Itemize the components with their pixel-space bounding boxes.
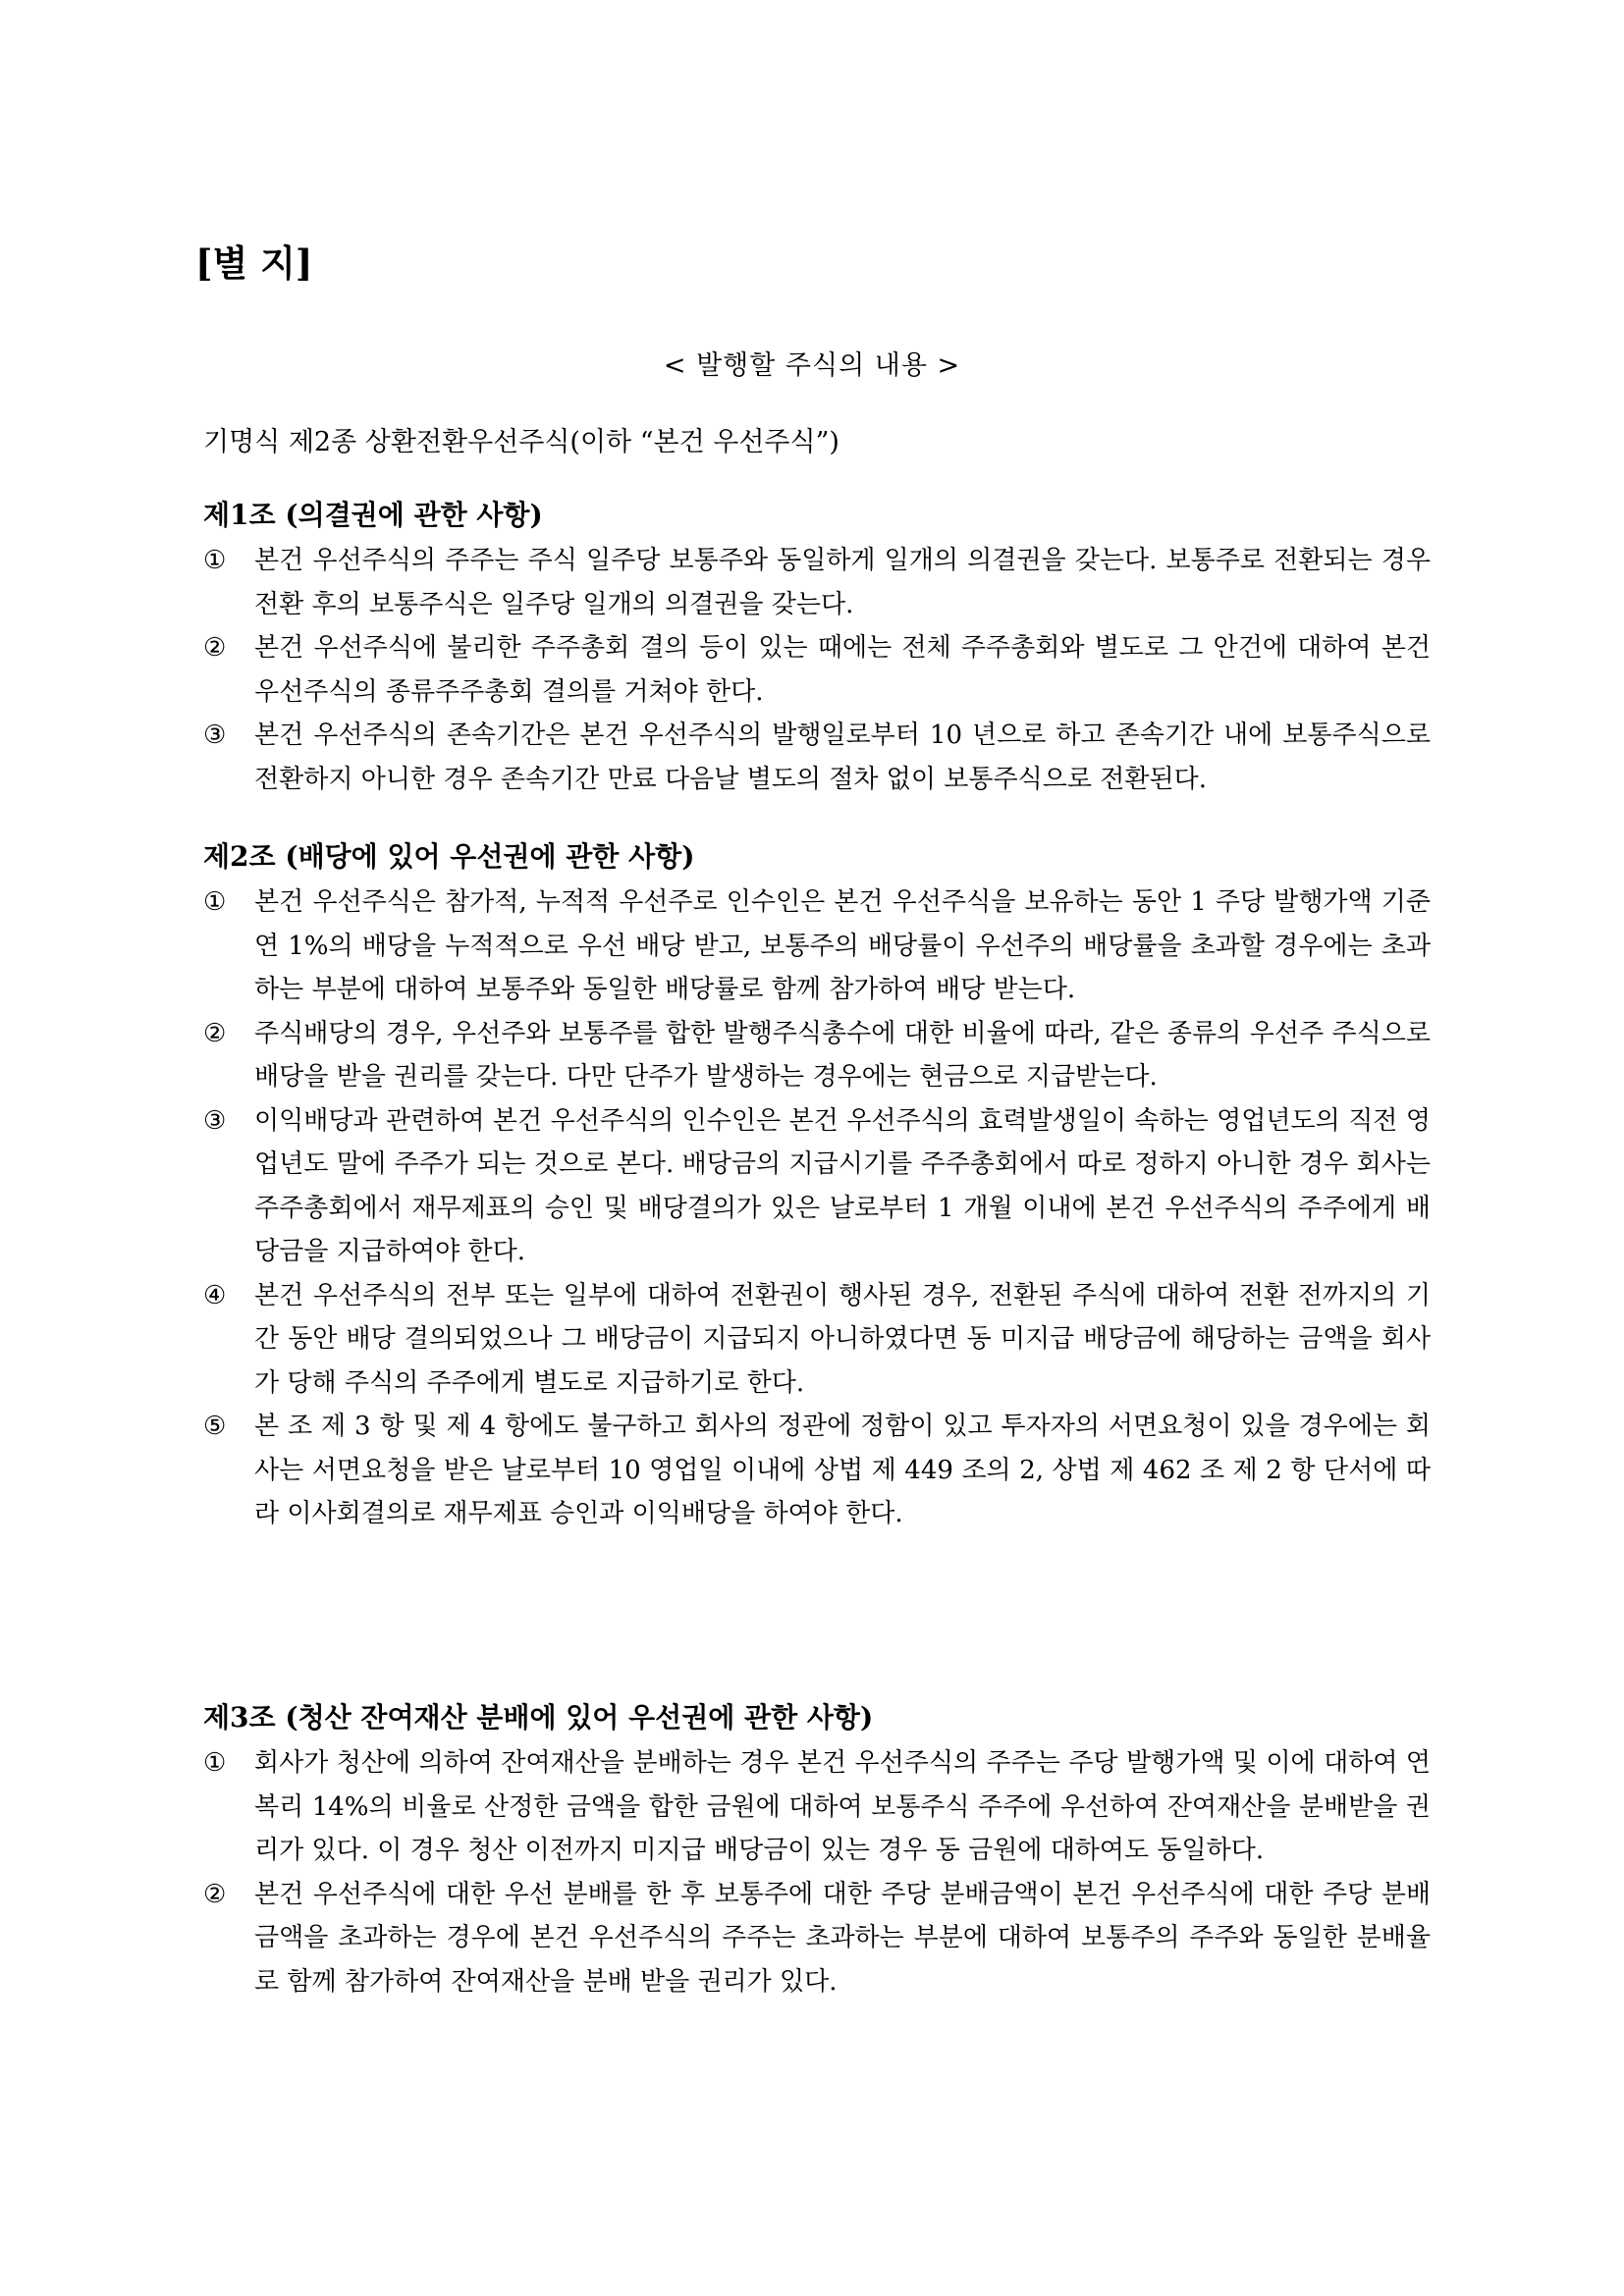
item-number: ① (203, 1748, 227, 1778)
item-number: ① (203, 887, 227, 917)
item-text: 본건 우선주식의 전부 또는 일부에 대하여 전환권이 행사된 경우, 전환된 주식에 대하여 전환 전까지의 기간 동안 배당 결의되었으나 그 배당금이 지급되지 아니하였다면 동 미지급 배당금에 해당하는 금액을 회사가 당해 주식의 주주에게 별도로 지급하기로 한다. (254, 1280, 1431, 1398)
item-number: ② (203, 633, 227, 663)
article-3 (203, 1698, 1431, 2003)
item-text: 본건 우선주식의 존속기간은 본건 우선주식의 발행일로부터 10 년으로 하고 존속기간 내에 보통주식으로 전환하지 아니한 경우 존속기간 만료 다음날 별도의 절차 없이 보통주식으로 전환된다. (254, 721, 1431, 794)
item-text: 본건 우선주식은 참가적, 누적적 우선주로 인수인은 본건 우선주식을 보유하는 동안 1 주당 발행가액 기준 연 1%의 배당을 누적적으로 우선 배당 받고, 보통주의 배당률이 우선주의 배당률을 초과할 경우에는 초과하는 부분에 대하여 보통주와 동일한 배당률로 함께 참가하여 배당 받는다. (254, 887, 1431, 1004)
item-number: ⑤ (203, 1412, 227, 1441)
item-text: 이익배당과 관련하여 본건 우선주식의 인수인은 본건 우선주식의 효력발생일이 속하는 영업년도의 직전 영업년도 말에 주주가 되는 것으로 본다. 배당금의 지급시기를 주주총회에서 따로 정하지 아니한 경우 회사는 주주총회에서 재무제표의 승인 및 배당결의가 있은 날로부터 1 개월 이내에 본건 우선주식의 주주에게 배당금을 지급하여야 한다. (254, 1105, 1431, 1266)
item-number: ② (203, 1018, 227, 1048)
item-number: ④ (203, 1280, 227, 1310)
list-item (203, 881, 1431, 1012)
item-number: ② (203, 1879, 227, 1909)
list-item (203, 1405, 1431, 1536)
item-number: ① (203, 546, 227, 575)
stock-name: 기명식 제2종 상환전환우선주식(이하 “본건 우선주식”) (203, 427, 839, 457)
document-title: < 발행할 주식의 내용 > (663, 350, 961, 381)
list-item (203, 1741, 1431, 1873)
item-text: 주식배당의 경우, 우선주와 보통주를 합한 발행주식총수에 대한 비율에 따라, 같은 종류의 우선주 주식으로 배당을 받을 권리를 갖는다. 다만 단주가 발생하는 경우에는 현금으로 지급받는다. (254, 1018, 1431, 1092)
attachment-label: [별 지] (195, 241, 313, 285)
list-item (203, 1012, 1431, 1099)
list-item (203, 626, 1431, 714)
list-item (203, 539, 1431, 626)
article-1 (203, 496, 1431, 801)
item-text: 회사가 청산에 의하여 잔여재산을 분배하는 경우 본건 우선주식의 주주는 주당 발행가액 및 이에 대하여 연복리 14%의 비율로 산정한 금액을 합한 금원에 대하여 보통주식 주주에 우선하여 잔여재산을 분배받을 권리가 있다. 이 경우 청산 이전까지 미지급 배당금이 있는 경우 동 금원에 대하여도 동일하다. (254, 1748, 1431, 1865)
article-heading: 제1조 (의결권에 관한 사항) (203, 499, 543, 531)
item-number: ③ (203, 721, 227, 750)
item-number: ③ (203, 1105, 227, 1136)
article-heading: 제2조 (배당에 있어 우선권에 관한 사항) (203, 840, 695, 873)
list-item (203, 714, 1431, 801)
item-text: 본건 우선주식의 주주는 주식 일주당 보통주와 동일하게 일개의 의결권을 갖는다. 보통주로 전환되는 경우 전환 후의 보통주식은 일주당 일개의 의결권을 갖는다. (254, 546, 1431, 619)
item-text: 본건 우선주식에 대한 우선 분배를 한 후 보통주에 대한 주당 분배금액이 본건 우선주식에 대한 주당 분배금액을 초과하는 경우에 본건 우선주식의 주주는 초과하는 부분에 대하여 보통주의 주주와 동일한 분배율로 함께 참가하여 잔여재산을 분배 받을 권리가 있다. (254, 1879, 1431, 1997)
article-heading: 제3조 (청산 잔여재산 분배에 있어 우선권에 관한 사항) (203, 1701, 874, 1734)
list-item (203, 1099, 1431, 1274)
list-item (203, 1873, 1431, 2004)
article-2 (203, 837, 1431, 1536)
list-item (203, 1274, 1431, 1406)
item-text: 본 조 제 3 항 및 제 4 항에도 불구하고 회사의 정관에 정함이 있고 투자자의 서면요청이 있을 경우에는 회사는 서면요청을 받은 날로부터 10 영업일 이내에 상법 제 449 조의 2, 상법 제 462 조 제 2 항 단서에 따라 이사회결의로 재무제표 승인과 이익배당을 하여야 한다. (254, 1412, 1431, 1528)
item-text: 본건 우선주식에 불리한 주주총회 결의 등이 있는 때에는 전체 주주총회와 별도로 그 안건에 대하여 본건 우선주식의 종류주주총회 결의를 거쳐야 한다. (254, 633, 1431, 707)
